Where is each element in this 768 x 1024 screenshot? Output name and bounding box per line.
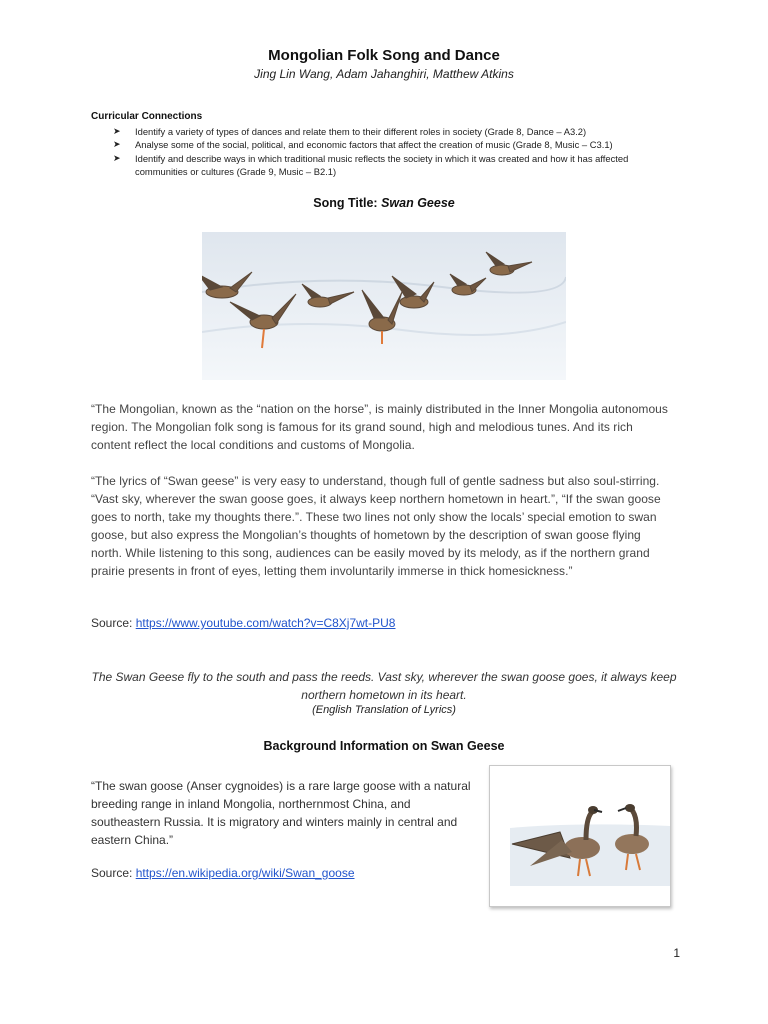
youtube-source — [91, 616, 395, 630]
swan-goose-description: “The swan goose (Anser cygnoides) is a rare large goose with a natural breeding range in inland Mongolia, northernmost China, and southeastern Russia. It is migratory and winters mainly in central and eastern China.” — [91, 779, 471, 847]
song-title-label: Song Title: — [313, 196, 382, 210]
lyrics-analysis-paragraph: “The lyrics of “Swan geese” is very easy to understand, though full of gentle sadness but also soul-stirring. “Vast sky, wherever the swan goose goes, it always keep northern hometown in heart.”, “If the swan goose goes to north, take my thoughts there.”. These two lines not only show the locals’ special emotion to swan goose, but also express the Mongolian’s thoughts of hometown by the description of swan goose flying north. While listening to this song, audiences can be easily moved by its melody, as if the northern grand prairie presents in front of eyes, letting them involuntarily immerse in thick homesickness.” — [91, 474, 661, 578]
arrow-bullet-icon: ➤ — [113, 126, 121, 136]
lyrics-translation-note: (English Translation of Lyrics) — [312, 704, 456, 716]
youtube-source-link[interactable]: https://www.youtube.com/watch?v=C8Xj7wt-PU8 — [135, 616, 396, 630]
wikipedia-source — [91, 866, 355, 880]
curricular-item — [91, 125, 681, 138]
curricular-connections-heading: Curricular Connections — [91, 111, 203, 122]
page-number: 1 — [673, 946, 680, 960]
wikipedia-source-link[interactable]: https://en.wikipedia.org/wiki/Swan_goose — [135, 866, 355, 880]
arrow-bullet-icon: ➤ — [113, 152, 121, 163]
document-authors: Jing Lin Wang, Adam Jahanghiri, Matthew Atkins — [254, 67, 514, 81]
flying-geese-photo — [202, 232, 566, 380]
song-title — [0, 196, 768, 210]
curricular-connections-list — [91, 125, 681, 178]
source-label: Source: — [91, 616, 136, 630]
curricular-item — [91, 138, 681, 151]
arrow-bullet-icon: ➤ — [113, 139, 121, 150]
background-heading: Background Information on Swan Geese — [263, 739, 505, 753]
song-title-name: Swan Geese — [381, 196, 455, 210]
curricular-item — [91, 152, 681, 179]
document-title: Mongolian Folk Song and Dance — [268, 47, 500, 64]
lyrics-translation: The Swan Geese fly to the south and pass the reeds. Vast sky, wherever the swan goose goes, it always keep northern hometown in its heart. — [91, 670, 677, 702]
standing-geese-photo — [489, 765, 671, 907]
curricular-item-text: Analyse some of the social, political, and economic factors that affect the creation of music (Grade 8, Music – C3.1) — [135, 139, 613, 151]
curricular-item-text: Identify and describe ways in which traditional music reflects the society in which it was created and how it has affected communities or cultures (Grade 9, Music – B2.1) — [135, 152, 629, 177]
source-label: Source: — [91, 866, 136, 880]
curricular-item-text: Identify a variety of types of dances and relate them to their different roles in society (Grade 8, Dance – A3.2) — [135, 126, 587, 137]
mongolian-intro-paragraph: “The Mongolian, known as the “nation on the horse”, is mainly distributed in the Inner Mongolia autonomous region. The Mongolian folk song is famous for its grand sound, high and melodious tunes. And its rich content reflect the local conditions and customs of Mongolia. — [91, 402, 668, 452]
